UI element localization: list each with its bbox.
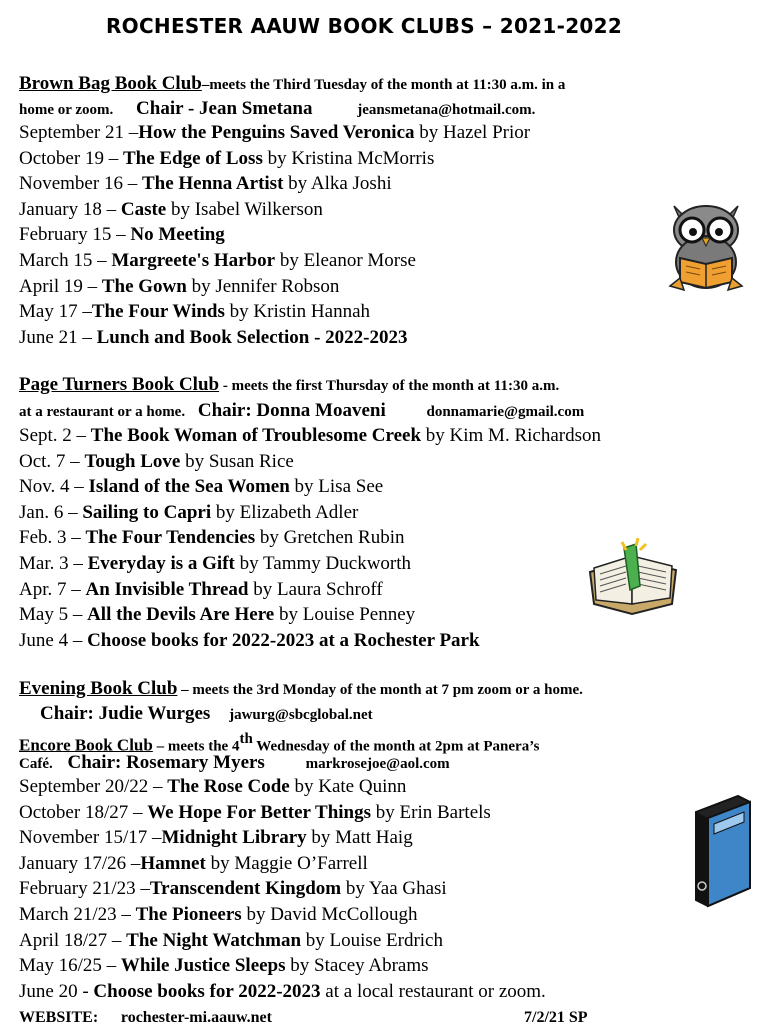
book-title: The Pioneers	[135, 904, 242, 925]
book-title: No Meeting	[130, 224, 225, 246]
brown-bag-email: jeansmetana@hotmail.com.	[357, 102, 536, 118]
page-turners-book-item	[19, 475, 383, 499]
book-date: May 5 –	[19, 604, 88, 626]
book-title: The Gown	[101, 275, 187, 297]
brown-bag-book-item	[19, 172, 392, 196]
page-turners-book-item	[19, 450, 294, 474]
book-author: by Kristin Hannah	[224, 301, 371, 323]
book-date: Apr. 7 –	[19, 578, 86, 600]
page-turners-where: at a restaurant or a home.	[19, 404, 186, 420]
encore-book-item	[19, 801, 491, 825]
book-author: by Kim M. Richardson	[421, 425, 601, 446]
encore-meets-pre: – meets the 4	[152, 738, 240, 755]
closed-book-icon	[688, 792, 758, 910]
book-author: by Louise Penney	[274, 604, 416, 626]
page-turners-header	[19, 373, 559, 398]
book-title: Island of the Sea Women	[88, 476, 290, 498]
book-title: Transcendent Kingdom	[149, 878, 342, 900]
book-date: May 16/25 –	[19, 955, 121, 977]
book-title: The Rose Code	[167, 776, 290, 797]
page-turners-chair: Chair: Donna Moaveni	[197, 400, 386, 421]
book-title: While Justice Sleeps	[120, 955, 286, 977]
book-date: June 20 -	[19, 980, 94, 1002]
brown-bag-book-item	[19, 326, 407, 350]
book-title: The Four Winds	[91, 301, 225, 323]
book-title: Hamnet	[140, 852, 206, 874]
book-title: Lunch and Book Selection - 2022-2023	[96, 326, 408, 348]
page-turners-book-item	[19, 552, 411, 576]
book-author: by Erin Bartels	[371, 801, 491, 823]
book-date: September 21 –	[19, 122, 139, 143]
brown-bag-name: Brown Bag Book Club	[19, 73, 202, 94]
encore-meets-post: Wednesday of the month at 2pm at Panera’s	[252, 738, 540, 755]
brown-bag-where: home or zoom.	[19, 102, 114, 118]
book-author: by Eleanor Morse	[275, 250, 416, 271]
brown-bag-chair: Chair - Jean Smetana	[136, 98, 313, 119]
page-turners-email: donnamarie@gmail.com	[426, 404, 585, 420]
page-turners-meets: - meets the first Thursday of the month at 11:30 a.m.	[219, 378, 560, 394]
book-author: by Jennifer Robson	[186, 275, 340, 297]
book-title: The Henna Artist	[141, 173, 284, 195]
page-turners-book-item	[19, 578, 383, 602]
encore-book-item	[19, 980, 546, 1004]
page-title: ROCHESTER AAUW BOOK CLUBS – 2021-2022	[105, 14, 623, 38]
encore-book-item	[19, 877, 447, 901]
page-turners-book-item	[19, 603, 415, 627]
book-title: The Night Watchman	[126, 929, 302, 951]
brown-bag-meets: –meets the Third Tuesday of the month at 11:30 a.m. in a	[201, 77, 566, 93]
brown-bag-book-item	[19, 223, 225, 247]
encore-book-item	[19, 929, 443, 953]
book-author: by Susan Rice	[180, 450, 294, 472]
encore-book-item	[19, 903, 417, 927]
page-turners-chair-line	[19, 399, 584, 424]
brown-bag-book-item	[19, 275, 339, 299]
book-date: Oct. 7 –	[19, 450, 85, 472]
book-date: April 18/27 –	[19, 929, 127, 951]
book-date: February 21/23 –	[19, 878, 150, 900]
book-author: by Elizabeth Adler	[211, 501, 359, 523]
brown-bag-header	[19, 72, 565, 97]
book-author: by David McCollough	[241, 904, 418, 925]
book-author: by Maggie O’Farrell	[205, 852, 368, 874]
brown-bag-book-item	[19, 147, 434, 171]
encore-book-item	[19, 826, 413, 850]
evening-chair: Chair: Judie Wurges	[40, 703, 211, 724]
evening-chair-line	[40, 702, 373, 727]
website-label: WEBSITE:	[19, 1009, 99, 1026]
book-date: June 21 –	[19, 326, 97, 348]
page-turners-book-item	[19, 501, 358, 525]
book-author: by Alka Joshi	[283, 173, 392, 195]
brown-bag-book-item	[19, 300, 370, 324]
evening-name: Evening Book Club	[19, 678, 178, 699]
book-date: Feb. 3 –	[19, 527, 86, 549]
book-title: Everyday is a Gift	[87, 553, 235, 574]
book-title: The Edge of Loss	[122, 147, 263, 169]
brown-bag-book-item	[19, 249, 416, 273]
page-turners-book-item	[19, 424, 601, 448]
page-turners-book-item	[19, 629, 480, 653]
book-date: January 18 –	[19, 198, 121, 220]
book-date: March 21/23 –	[19, 904, 136, 925]
encore-book-item	[19, 954, 429, 978]
book-date: Sept. 2 –	[19, 425, 91, 446]
book-author: by Hazel Prior	[414, 122, 531, 143]
brown-bag-book-item	[19, 121, 530, 145]
brown-bag-book-item	[19, 198, 323, 222]
book-title: The Book Woman of Troublesome Creek	[90, 425, 422, 446]
footer-stamp: 7/2/21 SP	[524, 1009, 588, 1026]
book-date: January 17/26 –	[19, 852, 141, 874]
book-date: November 16 –	[19, 173, 142, 195]
book-title: How the Penguins Saved Veronica	[138, 122, 415, 143]
book-date: March 15 –	[19, 250, 112, 271]
book-title: Margreete's Harbor	[111, 250, 276, 271]
book-title: An Invisible Thread	[85, 578, 249, 600]
book-date: Jan. 6 –	[19, 501, 83, 523]
book-author: by Stacey Abrams	[285, 955, 429, 977]
book-author: by Gretchen Rubin	[255, 527, 405, 549]
book-author: by Isabel Wilkerson	[166, 198, 323, 220]
book-author: at a local restaurant or zoom.	[320, 980, 546, 1002]
book-date: May 17 –	[19, 301, 92, 323]
evening-meets: – meets the 3rd Monday of the month at 7 pm zoom or a home.	[177, 682, 583, 698]
book-title: Choose books for 2022-2023 at a Rochester Park	[87, 629, 480, 651]
encore-name: Encore Book Club	[19, 735, 153, 755]
book-author: by Louise Erdrich	[301, 929, 443, 951]
book-author: by Laura Schroff	[248, 578, 383, 600]
encore-email: markrosejoe@aol.com	[305, 756, 450, 772]
book-date: September 20/22 –	[19, 776, 168, 797]
book-date: Nov. 4 –	[19, 476, 89, 498]
book-author: by Kristina McMorris	[262, 147, 435, 169]
evening-email: jawurg@sbcglobal.net	[229, 707, 373, 723]
book-author: by Yaa Ghasi	[341, 878, 447, 900]
owl-reading-icon	[660, 198, 752, 296]
book-title: We Hope For Better Things	[147, 801, 372, 823]
book-author: by Tammy Duckworth	[234, 553, 412, 574]
footer-stamp-line	[524, 1005, 588, 1030]
brown-bag-chair-line	[19, 97, 535, 122]
book-date: October 19 –	[19, 147, 123, 169]
footer	[19, 1005, 272, 1030]
open-book-icon	[586, 538, 682, 618]
book-author: by Lisa See	[289, 476, 384, 498]
page-turners-name: Page Turners Book Club	[19, 374, 220, 395]
encore-meets-sup: th	[239, 731, 253, 747]
book-title: All the Devils Are Here	[87, 604, 275, 626]
book-title: Sailing to Capri	[82, 501, 212, 523]
book-title: Tough Love	[84, 450, 181, 472]
page-turners-book-item	[19, 526, 404, 550]
encore-book-item	[19, 775, 406, 799]
book-title: Midnight Library	[161, 827, 307, 849]
encore-book-item	[19, 852, 368, 876]
book-date: Mar. 3 –	[19, 553, 88, 574]
book-author: by Kate Quinn	[289, 776, 407, 797]
evening-header	[19, 677, 583, 702]
encore-chair-line	[19, 751, 450, 776]
book-title: Caste	[120, 198, 167, 220]
book-date: April 19 –	[19, 275, 102, 297]
book-date: June 4 –	[19, 629, 88, 651]
book-date: February 15 –	[19, 224, 131, 246]
encore-chair: Chair: Rosemary Myers	[67, 752, 265, 773]
book-author: by Matt Haig	[306, 827, 413, 849]
website-link[interactable]: rochester-mi.aauw.net	[120, 1009, 272, 1026]
book-date: November 15/17 –	[19, 827, 162, 849]
book-title: The Four Tendencies	[85, 527, 256, 549]
encore-where: Café.	[19, 756, 53, 772]
book-date: October 18/27 –	[19, 801, 148, 823]
book-title: Choose books for 2022-2023	[93, 980, 321, 1002]
